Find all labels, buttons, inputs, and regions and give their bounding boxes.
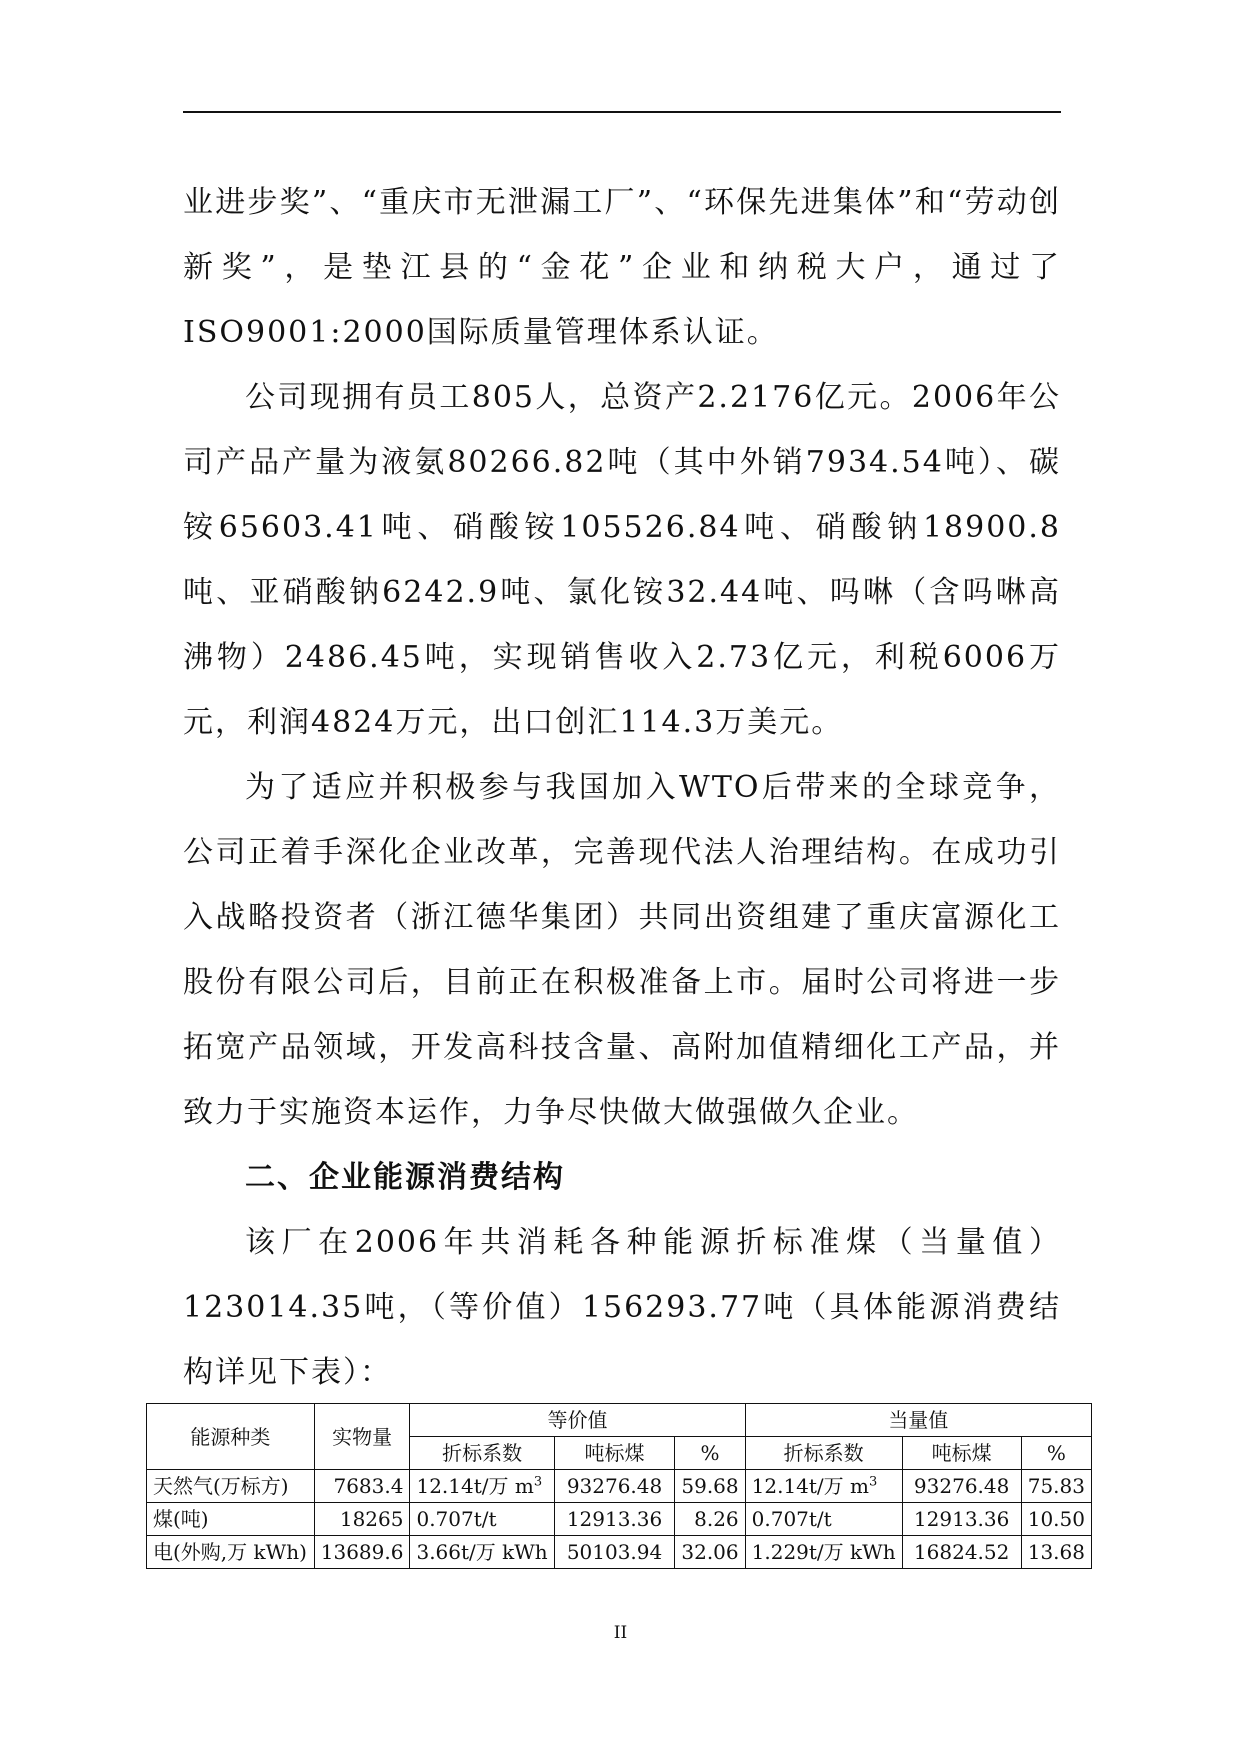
table-header-row [147,1404,1092,1437]
cell-equiv-percent: 32.06 [675,1536,745,1569]
subheader-coefficient: 折标系数 [745,1437,902,1470]
cell-calorific-coefficient: 1.229t/万 kWh [745,1536,902,1569]
paragraph-energy-intro-line1: 该厂在2006年共消耗各种能源折标准煤（当量值） [245,1225,1061,1260]
cell-calorific-tce: 12913.36 [902,1503,1021,1536]
cell-equiv-tce: 50103.94 [554,1536,675,1569]
subheader-percent: % [1021,1437,1091,1470]
cell-equiv-tce: 12913.36 [554,1503,675,1536]
cell-calorific-tce: 93276.48 [902,1470,1021,1503]
paragraph-energy-intro-rest: 123014.35吨，（等价值）156293.77吨（具体能源消费结构详见下表）： [183,1290,1061,1390]
energy-consumption-table [146,1403,1092,1569]
subheader-percent: % [675,1437,745,1470]
cell-energy-name: 天然气(万标方) [147,1470,315,1503]
header-rule [183,111,1061,113]
cell-equiv-percent: 59.68 [675,1470,745,1503]
cell-calorific-percent: 10.50 [1021,1503,1091,1536]
header-physical-quantity: 实物量 [314,1404,410,1470]
table-row [147,1536,1092,1569]
paragraph-awards: 业进步奖”、“重庆市无泄漏工厂”、“环保先进集体”和“劳动创新奖”，是垫江县的“金花”企业和纳税大户，通过了ISO9001:2000国际质量管理体系认证。 [183,185,1061,350]
section-heading: 二、企业能源消费结构 [245,1160,565,1195]
header-calorific-value: 当量值 [745,1404,1091,1437]
paragraph-company-overview: 公司现拥有员工805人，总资产2.2176亿元。2006年公司产品产量为液氨80266.82吨（其中外销7934.54吨）、碳铵65603.41吨、硝酸铵105526.84吨、硝酸钠18900.8吨、亚硝酸钠6242.9吨、氯化铵32.44吨、吗啉（含吗啉高沸物）2486.45吨，实现销售收入2.73亿元，利税6006万元，利润4824万元，出口创汇114.3万美元。 [183,380,1061,740]
cell-calorific-percent: 75.83 [1021,1470,1091,1503]
cell-equiv-coefficient: 0.707t/t [410,1503,554,1536]
subheader-coefficient: 折标系数 [410,1437,554,1470]
cell-calorific-tce: 16824.52 [902,1536,1021,1569]
cell-calorific-coefficient: 0.707t/t [745,1503,902,1536]
paragraph-reform: 为了适应并积极参与我国加入WTO后带来的全球竞争，公司正着手深化企业改革，完善现代法人治理结构。在成功引入战略投资者（浙江德华集团）共同出资组建了重庆富源化工股份有限公司后，目前正在积极准备上市。届时公司将进一步拓宽产品领域，开发高科技含量、高附加值精细化工产品，并致力于实施资本运作，力争尽快做大做强做久企业。 [183,770,1061,1130]
table-row [147,1503,1092,1536]
cell-energy-name: 电(外购,万 kWh) [147,1536,315,1569]
header-energy-type: 能源种类 [147,1404,315,1470]
table-row [147,1470,1092,1503]
cell-quantity: 7683.4 [314,1470,410,1503]
subheader-tce: 吨标煤 [554,1437,675,1470]
cell-equiv-tce: 93276.48 [554,1470,675,1503]
cell-calorific-coefficient: 12.14t/万 $m^3$ [745,1470,902,1503]
cell-equiv-coefficient: 3.66t/万 kWh [410,1536,554,1569]
cell-energy-name: 煤(吨) [147,1503,315,1536]
page-number: II [613,1623,628,1643]
header-equivalent-value: 等价值 [410,1404,745,1437]
cell-equiv-coefficient: 12.14t/万 $m^3$ [410,1470,554,1503]
body-text [183,170,1061,1405]
cell-equiv-percent: 8.26 [675,1503,745,1536]
cell-quantity: 18265 [314,1503,410,1536]
cell-quantity: 13689.6 [314,1536,410,1569]
subheader-tce: 吨标煤 [902,1437,1021,1470]
cell-calorific-percent: 13.68 [1021,1536,1091,1569]
